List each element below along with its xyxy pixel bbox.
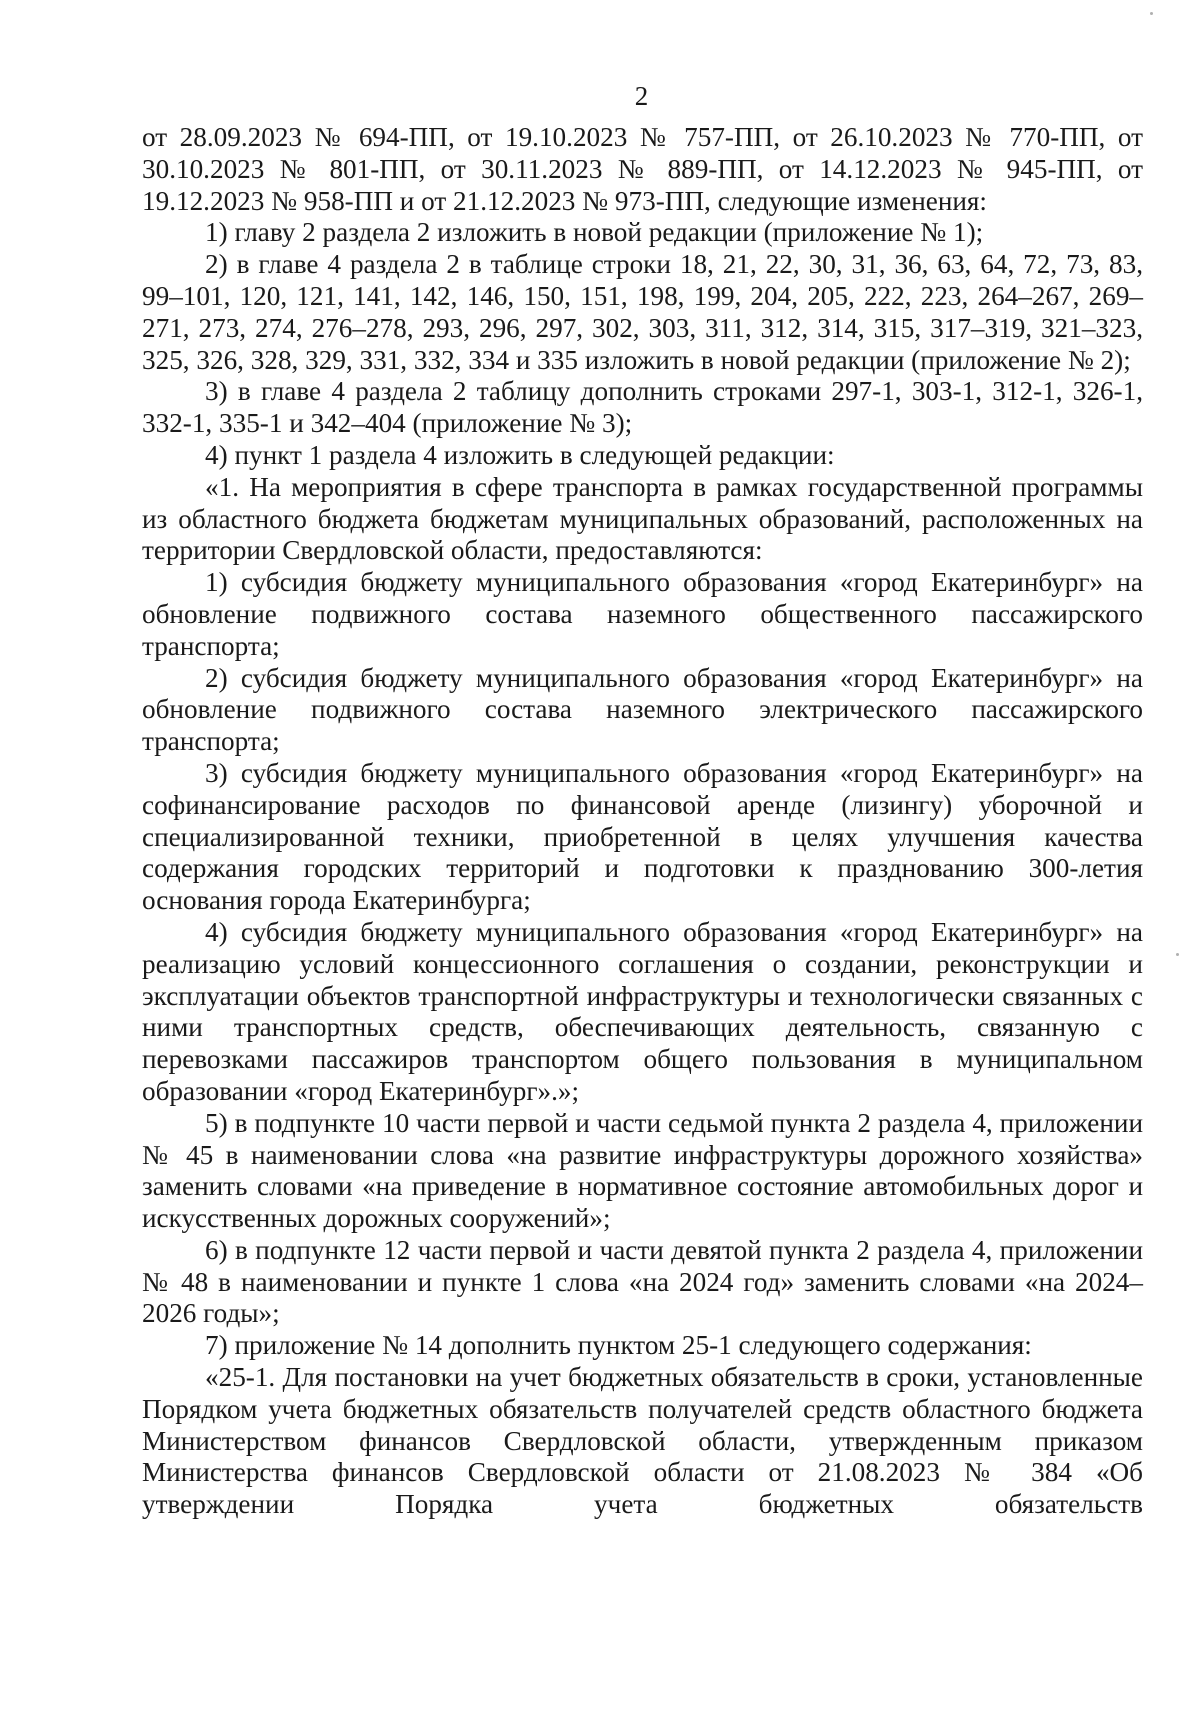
paragraph-item-7: 7) приложение № 14 дополнить пунктом 25-1 следующего содержания: xyxy=(205,1330,1032,1361)
page-number: 2 xyxy=(634,81,649,111)
paragraph-item-1: 1) главу 2 раздела 2 изложить в новой редакции (приложение № 1); xyxy=(205,217,984,248)
paragraph-quoted-point-25-1: «25-1. Для постановки на учет бюджетных обязательств в сроки, установленные Порядком учета бюджетных обязательств получателей средств областного бюджета Министерством финансов Свердловской области, утвержденным приказом Министерства финансов Свердловской области от 21.08.2023 № 384 «Об утверждении Порядка учета бюджетных обязательств xyxy=(142,1362,1143,1520)
paragraph-item-2: 2) в главе 4 раздела 2 в таблице строки 18, 21, 22, 30, 31, 36, 63, 64, 72, 73, 83, 99–101, 120, 121, 141, 142, 146, 150, 151, 198, 199, 204, 205, 222, 223, 264–267, 269–271, 273, 274, 276–278, 293, 296, 297, 302, 303, 311, 312, 314, 315, 317–319, 321–323, 325, 326, 328, 329, 331, 332, 334 и 335 изложить в новой редакции (приложение № 2); xyxy=(142,249,1143,375)
paragraph-subsidy-1: 1) субсидия бюджету муниципального образования «город Екатеринбург» на обновление подвижного состава наземного общественного пассажирского транспорта; xyxy=(142,567,1143,661)
paragraph-item-5: 5) в подпункте 10 части первой и части седьмой пункта 2 раздела 4, приложении № 45 в наименовании слова «на развитие инфраструктуры дорожного хозяйства» заменить словами «на приведение в нормативное состояние автомобильных дорог и искусственных дорожных сооружений»; xyxy=(142,1107,1143,1234)
paragraph-quoted-point-1: «1. На мероприятия в сфере транспорта в рамках государственной программы из областного бюджета бюджетам муниципальных образований, расположенных на территории Свердловской области, предоставляются: xyxy=(142,471,1143,566)
paragraph-subsidy-2: 2) субсидия бюджету муниципального образования «город Екатеринбург» на обновление подвижного состава наземного электрического пассажирского транспорта; xyxy=(142,662,1143,757)
paragraph-subsidy-4: 4) субсидия бюджету муниципального образования «город Екатеринбург» на реализацию условий концессионного соглашения о создании, реконструкции и эксплуатации объектов транспортной инфраструктуры и технологически связанных с ними транспортных средств, обеспечивающих деятельность, связанную с перевозками пассажиров транспортом общего пользования в муниципальном образовании «город Екатеринбург».»; xyxy=(142,916,1143,1106)
document-body xyxy=(142,122,1143,1521)
scan-speck xyxy=(1176,953,1179,956)
paragraph-subsidy-3: 3) субсидия бюджету муниципального образования «город Екатеринбург» на софинансирование расходов по финансовой аренде (лизингу) уборочной и специализированной техники, приобретенной в целях улучшения качества содержания городских территорий и подготовки к празднованию 300-летия основания города Екатеринбурга; xyxy=(142,757,1143,916)
scan-speck xyxy=(1150,12,1153,15)
paragraph-item-4: 4) пункт 1 раздела 4 изложить в следующей редакции: xyxy=(205,439,835,470)
paragraph-item-3: 3) в главе 4 раздела 2 таблицу дополнить строками 297-1, 303-1, 312-1, 326-1, 332-1, 335-1 и 342–404 (приложение № 3); xyxy=(142,376,1143,439)
paragraph-preamble-continuation: от 28.09.2023 № 694-ПП, от 19.10.2023 № 757-ПП, от 26.10.2023 № 770-ПП, от 30.10.2023 № 801-ПП, от 30.11.2023 № 889-ПП, от 14.12.2023 № 945-ПП, от 19.12.2023 № 958-ПП и от 21.12.2023 № 973-ПП, следующие изменения: xyxy=(142,122,1143,216)
paragraph-item-6: 6) в подпункте 12 части первой и части девятой пункта 2 раздела 4, приложении № 48 в наименовании и пункте 1 слова «на 2024 год» заменить словами «на 2024–2026 годы»; xyxy=(142,1234,1143,1329)
